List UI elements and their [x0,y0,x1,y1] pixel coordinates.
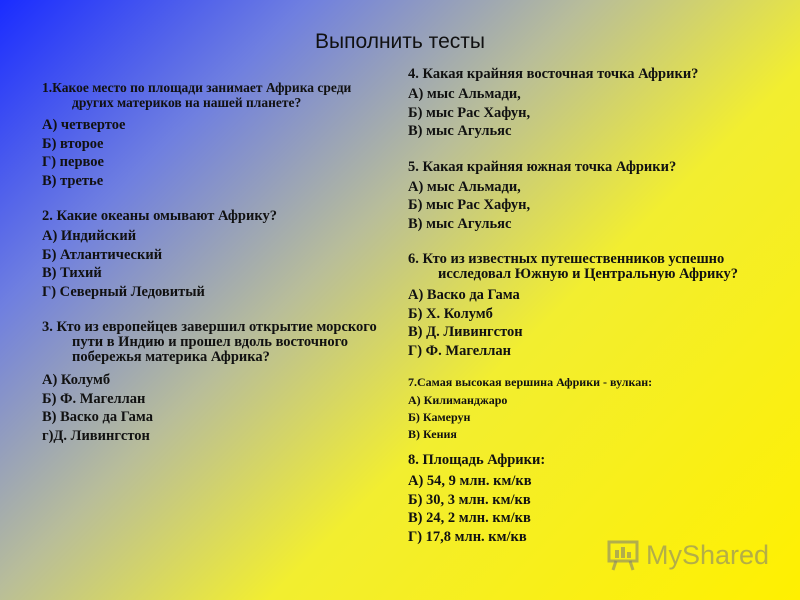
question-text: 4. Какая крайняя восточная точка Африки? [408,66,699,82]
question-7 [408,374,778,443]
answer-option: В) Д. Ливингстон [408,324,523,340]
question-text: 3. Кто из европейцев завершил открытие морского пути в Индию и прошел вдоль восточного побережья материка Африка? [42,319,377,365]
question-5 [408,160,778,234]
answer-option: Г) первое [42,154,104,170]
answer-option: В) мыс Агульяс [408,123,512,139]
question-text: 5. Какая крайняя южная точка Африки? [408,158,677,175]
watermark-text: MyShared [646,539,770,570]
question-3 [42,320,392,445]
answer-option: А) мыс Альмади, [408,86,521,102]
answer-option: В) Кения [408,427,457,441]
question-4 [408,67,778,141]
question-text: 1.Какое место по площади занимает Африка среди других материков на нашей планете? [42,80,352,110]
answer-option: Г) Северный Ледовитый [42,283,205,300]
answer-option: Б) Атлантический [42,246,163,263]
answer-option: В) Тихий [42,265,102,281]
answer-option: Б) Х. Колумб [408,305,493,322]
answer-option: А) Васко да Гама [408,287,520,303]
watermark-logo [606,537,769,573]
answer-option: Г) Ф. Магеллан [408,342,512,359]
answer-option: В) 24, 2 млн. км/кв [408,510,531,526]
answer-option: Б) Ф. Магеллан [42,390,146,407]
answer-option: А) четвертое [42,117,126,133]
answer-option: А) Индийский [42,228,137,244]
right-column [408,67,778,546]
answer-option: г)Д. Ливингстон [42,427,150,444]
answer-option: Б) второе [42,135,104,152]
presentation-board-icon [606,538,640,572]
answer-option: А) Колумб [42,372,111,388]
slide-title: Выполнить тесты [315,30,485,53]
question-8 [408,453,778,546]
question-text: 7.Самая высокая вершина Африки - вулкан: [408,375,653,389]
question-6 [408,252,778,360]
question-2 [42,209,392,301]
answer-option: Б) 30, 3 млн. км/кв [408,491,531,508]
answer-option: А) 54, 9 млн. км/кв [408,473,532,489]
left-column [42,80,392,445]
question-text: 8. Площадь Африки: [408,452,546,468]
question-1 [42,80,392,190]
answer-option: Б) Камерун [408,410,471,424]
answer-option: В) третье [42,172,104,189]
answer-option: А) мыс Альмади, [408,178,521,195]
question-text: 2. Какие океаны омывают Африку? [42,208,277,224]
answer-option: В) мыс Агульяс [408,215,512,232]
answer-option: Г) 17,8 млн. км/кв [408,528,527,545]
answer-option: А) Килиманджаро [408,393,508,407]
answer-option: Б) мыс Рас Хафун, [408,197,531,213]
answer-option: Б) мыс Рас Хафун, [408,104,531,121]
question-text: 6. Кто из известных путешественников успешно исследовал Южную и Центральную Африку? [408,251,739,282]
answer-option: В) Васко да Гама [42,409,153,425]
